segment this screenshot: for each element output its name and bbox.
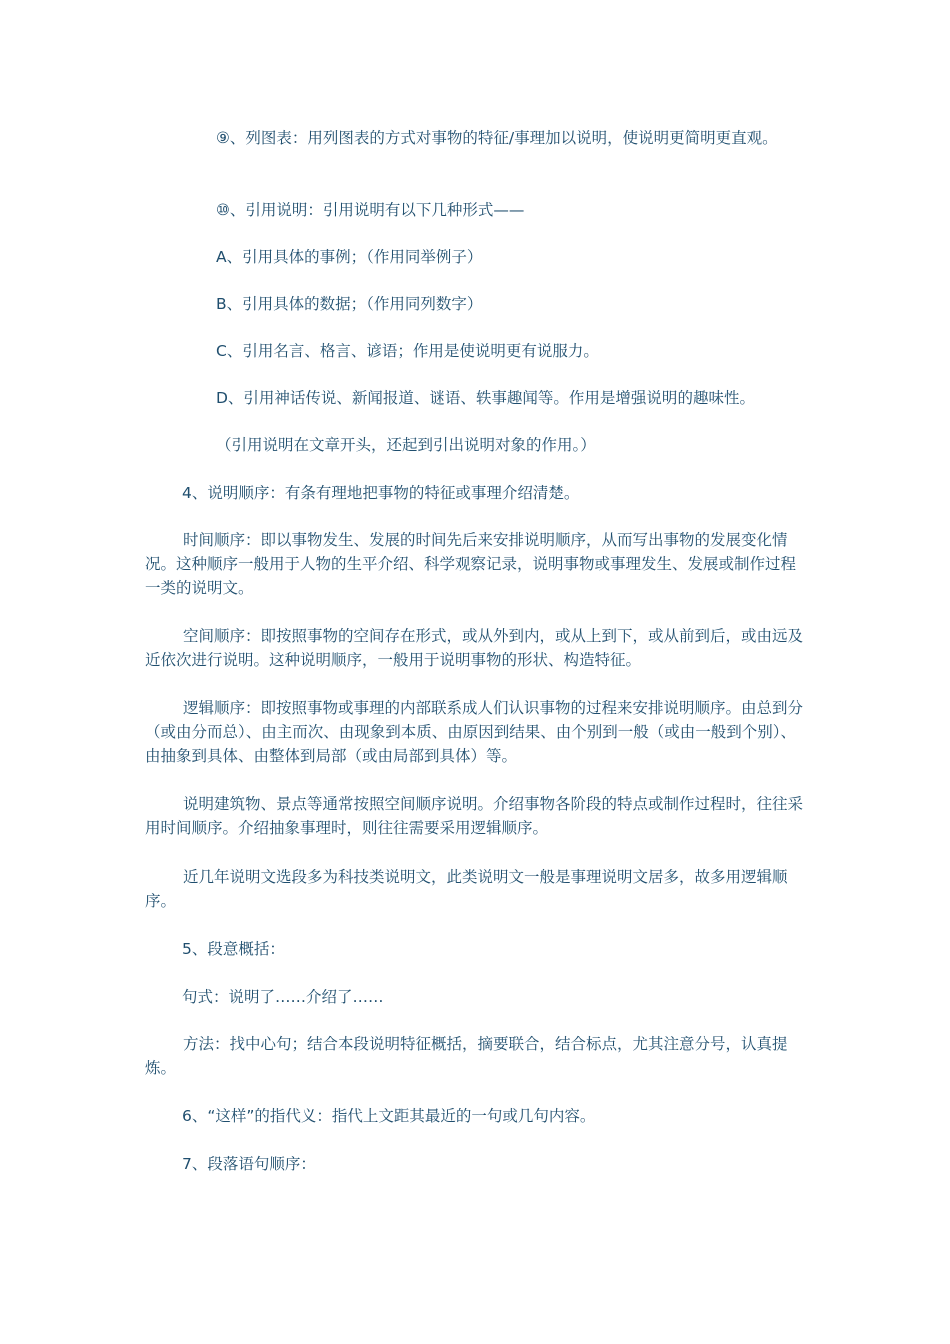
paragraph-list-chart: ⑨、列图表：用列图表的方式对事物的特征/事理加以说明，使说明更简明更直观。 — [216, 129, 778, 147]
paragraph-quote-c: C、引用名言、格言、谚语；作用是使说明更有说服力。 — [216, 342, 599, 360]
paragraph-quotation-intro: ⑩、引用说明：引用说明有以下几种形式—— — [216, 201, 525, 219]
paragraph-quote-b: B、引用具体的数据；（作用同列数字） — [216, 295, 483, 313]
paragraph-time-order: 时间顺序：即以事物发生、发展的时间先后来安排说明顺序，从而写出事物的发展变化情况。这种顺序一般用于人物的生平介绍、科学观察记录，说明事物或事理发生、发展或制作过程一类的说明文。 — [145, 531, 797, 597]
heading-zheyang: 6、“这样”的指代义：指代上文距其最近的一句或几句内容。 — [182, 1107, 596, 1125]
paragraph-logic-order: 逻辑顺序：即按照事物或事理的内部联系成人们认识事物的过程来安排说明顺序。由总到分（或由分而总）、由主而次、由现象到本质、由原因到结果、由个别到一般（或由一般到个别）、由抽象到具体、由整体到局部（或由局部到具体）等。 — [145, 699, 804, 765]
heading-order: 4、说明顺序：有条有理地把事物的特征或事理介绍清楚。 — [182, 484, 580, 502]
paragraph-quote-note: （引用说明在文章开头，还起到引出说明对象的作用。） — [216, 436, 596, 454]
heading-summary: 5、段意概括： — [182, 940, 285, 958]
paragraph-order-usage: 说明建筑物、景点等通常按照空间顺序说明。介绍事物各阶段的特点或制作过程时，往往采用时间顺序。介绍抽象事理时，则往往需要采用逻辑顺序。 — [145, 795, 804, 837]
paragraph-quote-d: D、引用神话传说、新闻报道、谜语、轶事趣闻等。作用是增强说明的趣味性。 — [216, 389, 755, 407]
paragraph-recent-years: 近几年说明文选段多为科技类说明文，此类说明文一般是事理说明文居多，故多用逻辑顺序。 — [145, 868, 788, 910]
paragraph-method: 方法：找中心句；结合本段说明特征概括，摘要联合，结合标点，尤其注意分号，认真提炼。 — [145, 1035, 788, 1077]
paragraph-sentence-pattern: 句式：说明了……介绍了…… — [182, 988, 384, 1006]
heading-sentence-order: 7、段落语句顺序： — [182, 1155, 316, 1173]
paragraph-space-order: 空间顺序：即按照事物的空间存在形式，或从外到内，或从上到下，或从前到后，或由远及近依次进行说明。这种说明顺序，一般用于说明事物的形状、构造特征。 — [145, 627, 804, 669]
paragraph-quote-a: A、引用具体的事例；（作用同举例子） — [216, 248, 483, 266]
